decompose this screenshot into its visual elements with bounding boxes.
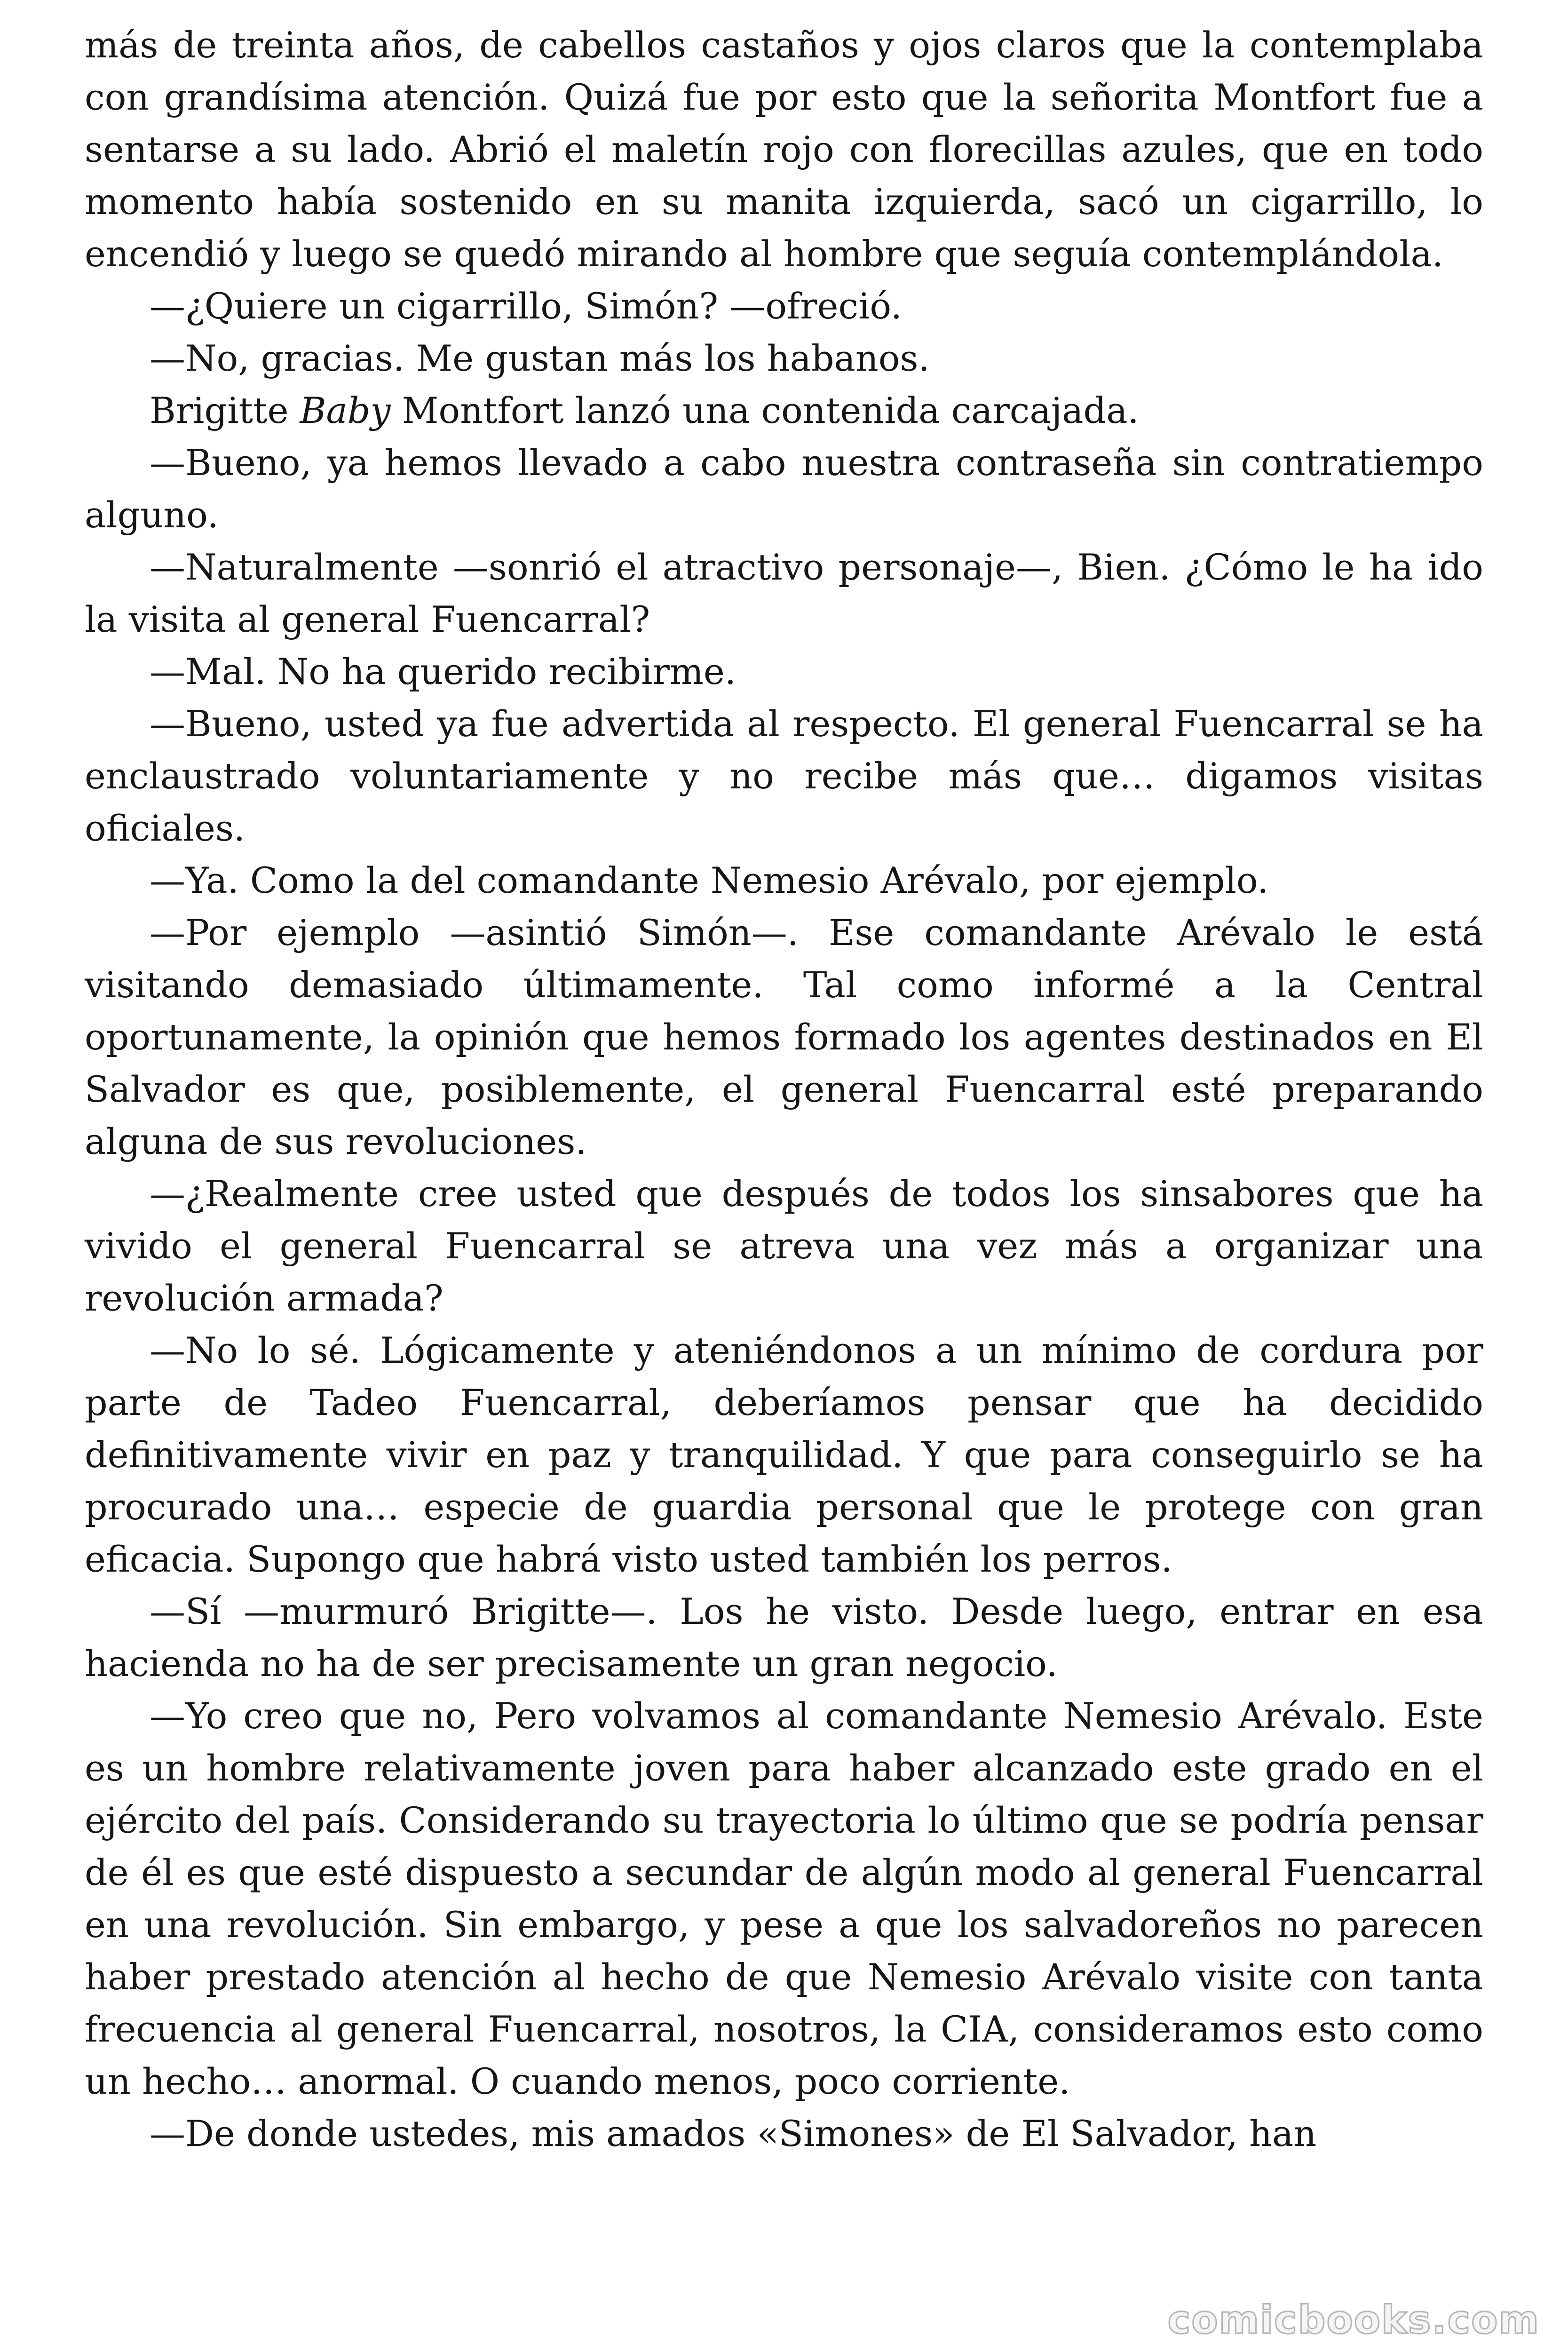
- paragraph: —No lo sé. Lógicamente y ateniéndonos a un mínimo de cordura por parte de Tadeo Fuencarral, deberíamos pensar que ha decidido definitivamente vivir en paz y tranquilidad. Y que para conseguirlo se ha procurado una… especie de guardia personal que le protege con gran eficacia. Supongo que habrá visto usted también los perros.: [85, 1329, 1483, 1580]
- paragraph: —De donde ustedes, mis amados «Simones» de El Salvador, han: [150, 2113, 1317, 2154]
- paragraph: —Ya. Como la del comandante Nemesio Arévalo, por ejemplo.: [150, 859, 1269, 901]
- paragraph: —Yo creo que no, Pero volvamos al comandante Nemesio Arévalo. Este es un hombre relativamente joven para haber alcanzado este grado en el ejército del país. Considerando su trayectoria lo último que se podría pensar de él es que esté dispuesto a secundar de algún modo al general Fuencarral en una revolución. Sin embargo, y pese a que los salvadoreños no parecen haber prestado atención al hecho de que Nemesio Arévalo visite con tanta frecuencia al general Fuencarral, nosotros, la CIA, consideramos esto como un hecho… anormal. O cuando menos, poco corriente.: [85, 1695, 1483, 2102]
- paragraph: —Por ejemplo —asintió Simón—. Ese comandante Arévalo le está visitando demasiado últimamente. Tal como informé a la Central oportunamente, la opinión que hemos formado los agentes destinados en El Salvador es que, posiblemente, el general Fuencarral esté preparando alguna de sus revoluciones.: [85, 912, 1483, 1162]
- document-page: [85, 19, 1483, 2160]
- paragraph: —Naturalmente —sonrió el atractivo personaje—, Bien. ¿Cómo le ha ido la visita al general Fuencarral?: [85, 546, 1483, 640]
- body-text: [85, 19, 1483, 2160]
- watermark: comicbooks.com: [1167, 2298, 1540, 2343]
- text-run: Brigitte: [150, 389, 300, 431]
- paragraph: —Bueno, ya hemos llevado a cabo nuestra contraseña sin contratiempo alguno.: [85, 442, 1483, 536]
- paragraph: —¿Realmente cree usted que después de todos los sinsabores que ha vivido el general Fuencarral se atreva una vez más a organizar una revolución armada?: [85, 1173, 1483, 1319]
- paragraph: [85, 384, 1483, 437]
- paragraph: —Mal. No ha querido recibirme.: [150, 651, 736, 692]
- paragraph: más de treinta años, de cabellos castaños y ojos claros que la contemplaba con grandísima atención. Quizá fue por esto que la señorita Montfort fue a sentarse a su lado. Abrió el maletín rojo con florecillas azules, que en todo momento había sostenido en su manita izquierda, sacó un cigarrillo, lo encendió y luego se quedó mirando al hombre que seguía contemplándola.: [85, 24, 1483, 275]
- paragraph: —¿Quiere un cigarrillo, Simón? —ofreció.: [150, 285, 902, 327]
- paragraph: —Bueno, usted ya fue advertida al respecto. El general Fuencarral se ha enclaustrado voluntariamente y no recibe más que… digamos visitas oficiales.: [85, 703, 1483, 849]
- paragraph: —Sí —murmuró Brigitte—. Los he visto. Desde luego, entrar en esa hacienda no ha de ser precisamente un gran negocio.: [85, 1590, 1483, 1685]
- italic-text: Baby: [300, 389, 391, 431]
- text-run: Montfort lanzó una contenida carcajada.: [390, 389, 1139, 431]
- paragraph: —No, gracias. Me gustan más los habanos.: [150, 337, 930, 379]
